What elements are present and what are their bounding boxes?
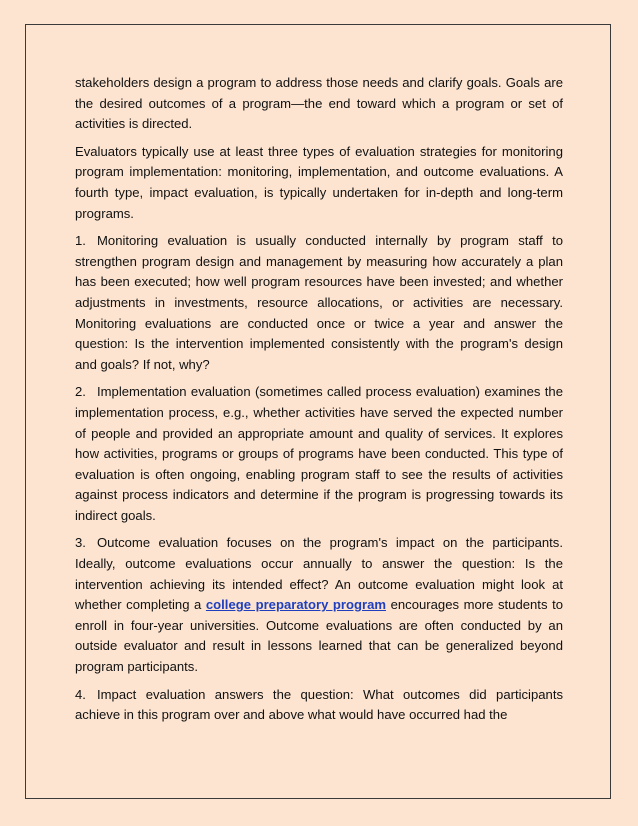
list-number: 4.: [75, 686, 86, 702]
list-item-monitoring: [75, 231, 563, 375]
list-item-text-before-link: Outcome evaluation focuses on the program's impact on the participants. Ideally, outcome evaluations occur annually to answer the question: Is the intervention achieving its intended effect? An outcome evaluation might look at whether completing a: [75, 535, 563, 613]
list-number: 2.: [75, 384, 86, 400]
document-body: [75, 73, 563, 733]
list-item-text: Impact evaluation answers the question: What outcomes did participants achieve in this program over and above what would have occurred had the: [75, 686, 563, 723]
strategies-paragraph: Evaluators typically use at least three types of evaluation strategies for monitoring program implementation: monitoring, implementation, and outcome evaluations. A fourth type, impact evaluation, is typically undertaken for in-depth and long-term programs.: [75, 143, 563, 221]
list-item-implementation: [75, 382, 563, 526]
list-item-impact: [75, 685, 563, 726]
list-item-outcome: [75, 533, 563, 677]
intro-paragraph: stakeholders design a program to address those needs and clarify goals. Goals are the desired outcomes of a program—the end toward which a program or set of activities is directed.: [75, 75, 563, 132]
list-item-text-after-link: encourages more students to enroll in four-year universities. Outcome evaluations are often conducted by an outside evaluator and result in lessons learned that can be generalized beyond program participants.: [75, 597, 563, 675]
list-item-text: Monitoring evaluation is usually conducted internally by program staff to strengthen program design and management by measuring how accurately a plan has been executed; how well program resources have been invested; and whether adjustments in investments, resource allocations, or activities are necessary. Monitoring evaluations are conducted once or twice a year and answer the question: Is the intervention implemented consistently with the program's design and goals? If not, why?: [75, 233, 563, 372]
college-preparatory-program-link[interactable]: college preparatory program: [205, 597, 387, 613]
list-number: 1.: [75, 233, 86, 249]
list-number: 3.: [75, 535, 86, 551]
list-item-text: Implementation evaluation (sometimes called process evaluation) examines the implementation process, e.g., whether activities have served the expected number of people and provided an appropriate amount and quality of services. It explores how activities, programs or groups of programs have been conducted. This type of evaluation is often ongoing, enabling program staff to see the results of activities against process indicators and determine if the program is progressing towards its indirect goals.: [75, 384, 563, 523]
